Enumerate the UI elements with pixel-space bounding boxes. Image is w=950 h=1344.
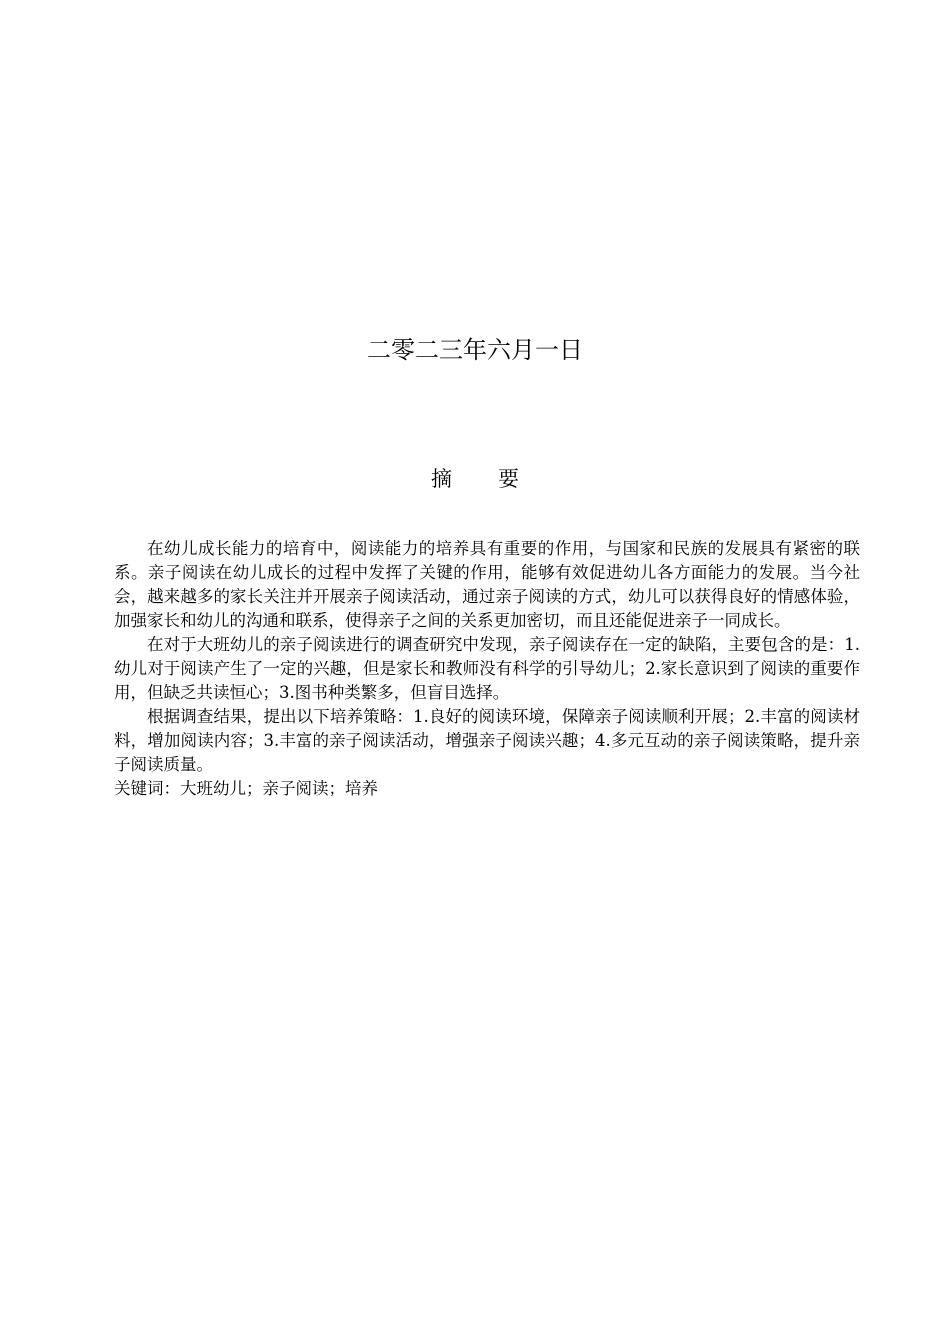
abstract-paragraph: 在幼儿成长能力的培育中，阅读能力的培养具有重要的作用，与国家和民族的发展具有紧密的联系。亲子阅读在幼儿成长的过程中发挥了关键的作用，能够有效促进幼儿各方面能力的发展。当今社会，越来越多的家长关注并开展亲子阅读活动，通过亲子阅读的方式，幼儿可以获得良好的情感体验，加强家长和幼儿的沟通和联系，使得亲子之间的关系更加密切，而且还能促进亲子一同成长。 <box>114 539 860 630</box>
abstract-heading <box>0 464 950 494</box>
document-date: 二零二三年六月一日 <box>367 336 583 364</box>
keywords-label: 关键词： <box>114 779 180 798</box>
keywords-value: 大班幼儿；亲子阅读；培养 <box>180 779 378 798</box>
abstract-body <box>114 537 860 801</box>
abstract-heading-part2: 要 <box>498 467 519 491</box>
abstract-paragraph: 根据调查结果，提出以下培养策略：1.良好的阅读环境，保障亲子阅读顺利开展；2.丰富的阅读材料，增加阅读内容；3.丰富的亲子阅读活动，增强亲子阅读兴趣；4.多元互动的亲子阅读策略，提升亲子阅读质量。 <box>114 707 860 774</box>
abstract-paragraph: 在对于大班幼儿的亲子阅读进行的调查研究中发现，亲子阅读存在一定的缺陷，主要包含的是：1.幼儿对于阅读产生了一定的兴趣，但是家长和教师没有科学的引导幼儿；2.家长意识到了阅读的重要作用，但缺乏共读恒心；3.图书种类繁多，但盲目选择。 <box>114 635 860 702</box>
abstract-heading-part1: 摘 <box>431 467 452 491</box>
keywords-line <box>114 777 860 801</box>
